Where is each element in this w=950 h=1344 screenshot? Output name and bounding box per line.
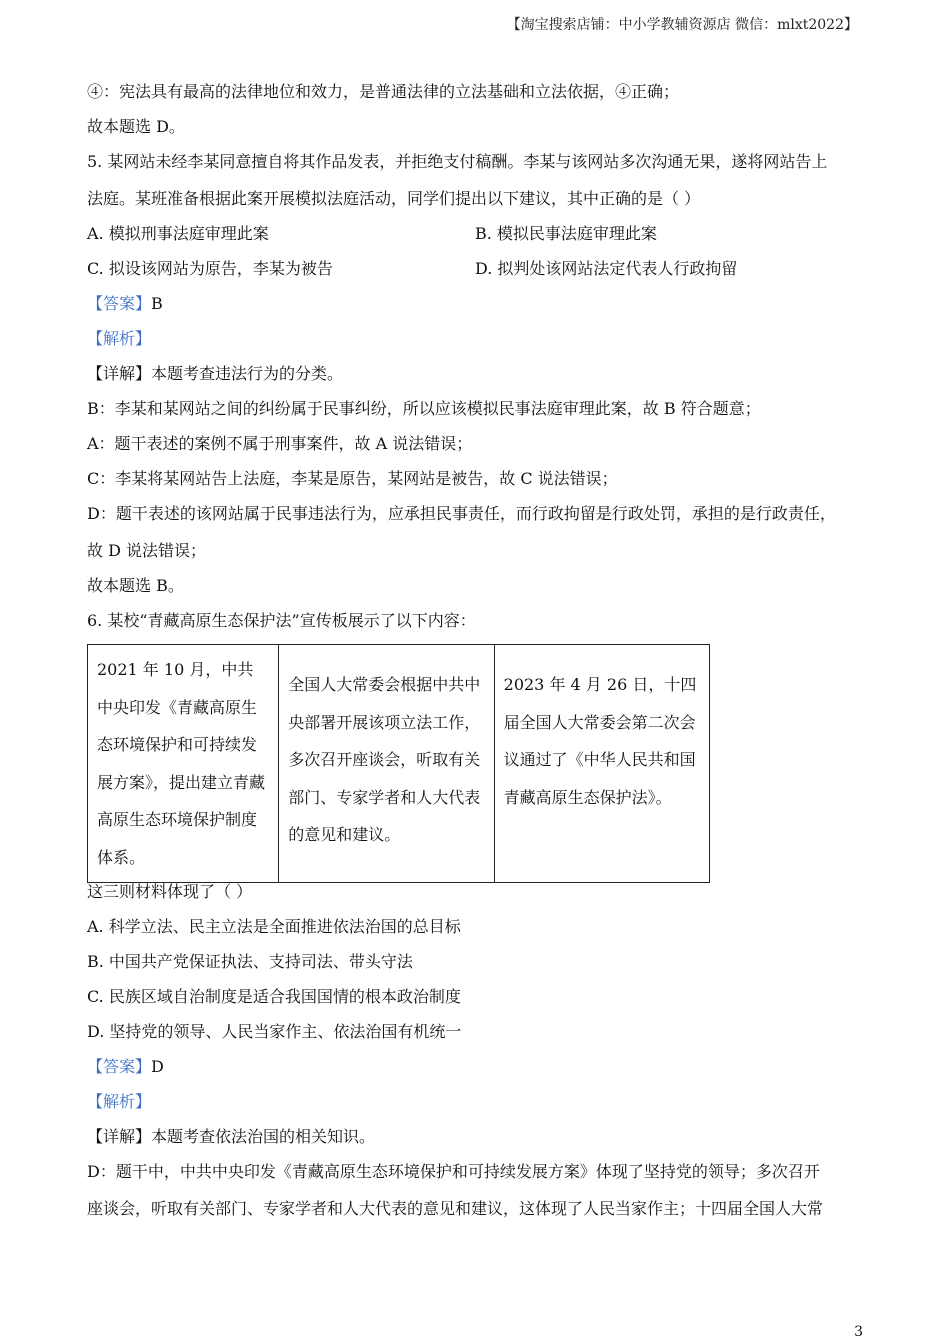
explanation-line: 座谈会，听取有关部门、专家学者和人大代表的意见和建议，这体现了人民当家作主；十四届全国人大常 (87, 1199, 824, 1218)
answer-line (87, 1057, 164, 1077)
answer-value: D (151, 1057, 164, 1076)
question-5-stem: 5. 某网站未经李某同意擅自将其作品发表，并拒绝支付稿酬。李某与该网站多次沟通无果，遂将网站告上 (87, 152, 828, 171)
option-c: C. 民族区域自治制度是适合我国国情的根本政治制度 (87, 987, 461, 1006)
answer-tag: 【答案】 (87, 1057, 152, 1076)
analysis-tag: 【解析】 (87, 1092, 152, 1111)
answer-value: B (151, 294, 163, 313)
explanation-line: C：李某将某网站告上法庭，李某是原告，某网站是被告，故 C 说法错误； (87, 469, 618, 488)
option-a: A. 科学立法、民主立法是全面推进依法治国的总目标 (87, 917, 461, 936)
explanation-line: D：题干表述的该网站属于民事违法行为，应承担民事责任，而行政拘留是行政处罚，承担的是行政责任， (87, 504, 836, 523)
explanation-line: 故 D 说法错误； (87, 541, 207, 560)
explanation-line: 故本题选 B。 (87, 576, 184, 595)
option-d: D. 拟判处该网站法定代表人行政拘留 (475, 259, 738, 278)
material-cell-1: 2021 年 10 月，中共中央印发《青藏高原生态环境保护和可持续发展方案》，提出建立青藏高原生态环境保护制度体系。 (88, 645, 279, 883)
explanation-line: D：题干中，中共中央印发《青藏高原生态环境保护和可持续发展方案》体现了坚持党的领导；多次召开 (87, 1162, 820, 1181)
page-header: 【淘宝搜索店铺：中小学教辅资源店 微信：mlxt2022】 (506, 17, 858, 33)
analysis-tag: 【解析】 (87, 329, 152, 348)
answer-line (87, 294, 163, 314)
question-6-stem: 6. 某校“青藏高原生态保护法”宣传板展示了以下内容： (87, 611, 476, 630)
explanation-line: 【详解】本题考查违法行为的分类。 (87, 364, 344, 383)
explanation-line: 【详解】本题考查依法治国的相关知识。 (87, 1127, 376, 1146)
text-line: 故本题选 D。 (87, 117, 185, 136)
option-a: A. 模拟刑事法庭审理此案 (87, 224, 269, 243)
option-c: C. 拟设该网站为原告，李某为被告 (87, 259, 333, 278)
explanation-line: B：李某和某网站之间的纠纷属于民事纠纷，所以应该模拟民事法庭审理此案，故 B 符合题意； (87, 399, 761, 418)
question-6-prompt: 这三则材料体现了（ ） (87, 882, 253, 901)
material-cell-3: 2023 年 4 月 26 日，十四届全国人大常委会第二次会议通过了《中华人民共和国青藏高原生态保护法》。 (494, 645, 709, 883)
answer-tag: 【答案】 (87, 294, 152, 313)
material-table (87, 644, 710, 883)
text-line: ④：宪法具有最高的法律地位和效力，是普通法律的立法基础和立法依据，④正确； (87, 82, 680, 101)
material-cell-2: 全国人大常委会根据中共中央部署开展该项立法工作，多次召开座谈会，听取有关部门、专家学者和人大代表的意见和建议。 (279, 645, 494, 883)
option-d: D. 坚持党的领导、人民当家作主、依法治国有机统一 (87, 1022, 462, 1041)
page-number: 3 (854, 1324, 863, 1340)
explanation-line: A：题干表述的案例不属于刑事案件，故 A 说法错误； (87, 434, 473, 453)
option-b: B. 中国共产党保证执法、支持司法、带头守法 (87, 952, 413, 971)
question-5-stem: 法庭。某班准备根据此案开展模拟法庭活动，同学们提出以下建议，其中正确的是（ ） (87, 189, 701, 208)
option-b: B. 模拟民事法庭审理此案 (475, 224, 657, 243)
